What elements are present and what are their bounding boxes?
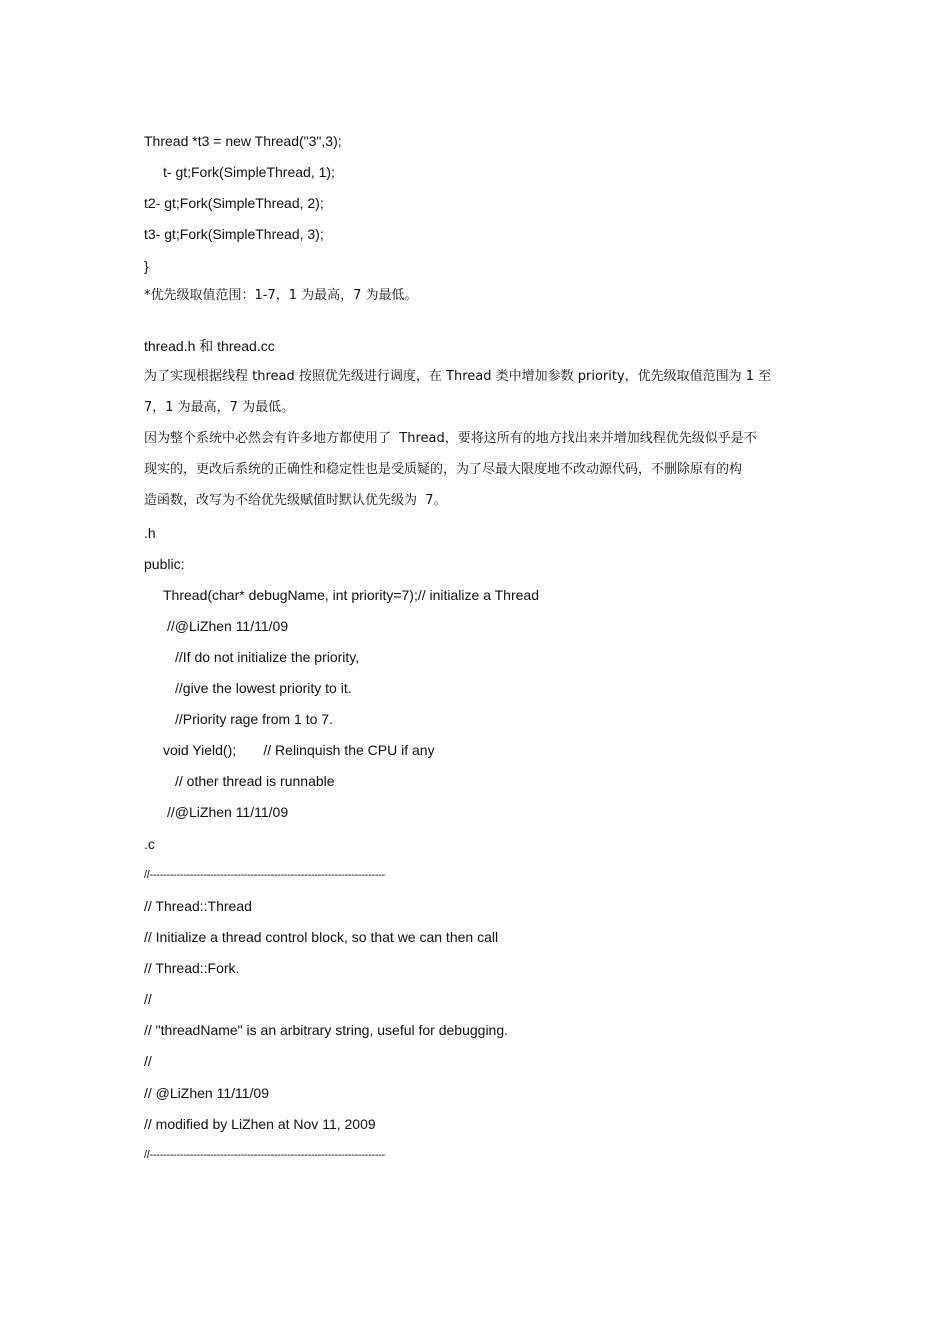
c-separator-bottom: //---------------------------------------------------------------------- [144,1149,385,1161]
h-comment-author-1: //@LiZhen 11/11/09 [167,618,289,634]
h-comment-line-1: //If do not initialize the priority, [175,649,360,665]
paragraph-2-line-3: 造函数，改写为不给优先级赋值时默认优先级为 7。 [144,493,447,508]
code-line-t-fork: t- gt;Fork(SimpleThread, 1); [163,164,335,180]
code-line-t2-fork: t2- gt;Fork(SimpleThread, 2); [144,195,324,211]
h-section-label: .h [144,525,156,541]
h-comment-line-3: //Priority rage from 1 to 7. [175,711,333,727]
c-comment-line-5: // "threadName" is an arbitrary string, useful for debugging. [144,1022,509,1038]
h-comment-line-4: // other thread is runnable [175,773,335,789]
h-constructor-line: Thread(char* debugName, int priority=7);// initialize a Thread [163,587,539,603]
c-comment-line-1: // Thread::Thread [144,898,252,914]
h-public-label: public: [144,556,185,572]
c-comment-line-3: // Thread::Fork. [144,960,240,976]
h-comment-author-2: //@LiZhen 11/11/09 [167,804,289,820]
c-section-label: .c [144,836,155,852]
c-comment-line-4: // [144,991,152,1007]
code-line-close-brace: } [144,258,149,274]
c-comment-line-6: // [144,1053,152,1069]
section-title: thread.h 和 thread.cc [144,338,275,354]
h-yield-line: void Yield(); // Relinquish the CPU if any [163,742,435,758]
paragraph-2-line-1: 因为整个系统中必然会有许多地方都使用了 Thread，要将这所有的地方找出来并增加线程优先级似乎是不 [144,431,757,446]
h-comment-line-2: //give the lowest priority to it. [175,680,352,696]
c-comment-line-8: // modified by LiZhen at Nov 11, 2009 [144,1116,376,1132]
c-comment-line-7: // @LiZhen 11/11/09 [144,1085,269,1101]
code-line-t3-fork: t3- gt;Fork(SimpleThread, 3); [144,226,324,242]
c-separator-top: //---------------------------------------------------------------------- [144,869,385,881]
paragraph-1-line-2: 7，1 为最高，7 为最低。 [144,400,295,415]
priority-note: *优先级取值范围：1-7，1 为最高，7 为最低。 [144,288,418,303]
c-comment-line-2: // Initialize a thread control block, so that we can then call [144,929,499,945]
paragraph-2-line-2: 现实的，更改后系统的正确性和稳定性也是受质疑的，为了尽最大限度地不改动源代码，不删除原有的构 [144,462,743,477]
code-line-t3-new: Thread *t3 = new Thread("3",3); [144,133,342,149]
paragraph-1-line-1: 为了实现根据线程 thread 按照优先级进行调度，在 Thread 类中增加参数 priority，优先级取值范围为 1 至 [144,369,772,384]
